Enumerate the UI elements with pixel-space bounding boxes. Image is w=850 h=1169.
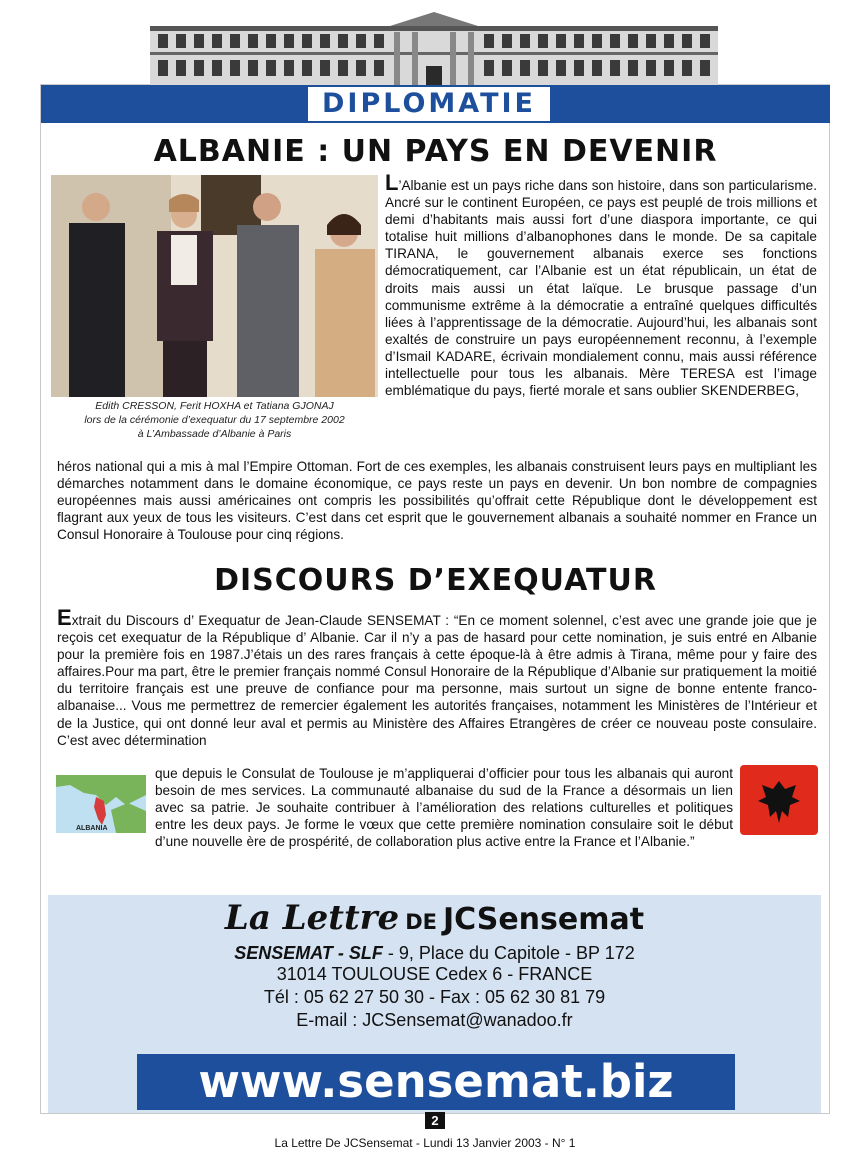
speech-title: DISCOURS D’EXEQUATUR — [214, 563, 657, 598]
caption-line: à L’Ambassade d’Albanie à Paris — [137, 428, 292, 440]
contact-phone-line: Tél : 05 62 27 50 30 - Fax : 05 62 30 81 79 — [263, 987, 606, 1007]
footer-text: La Lettre De JCSensemat - Lundi 13 Janvier 2003 - N° 1 — [274, 1136, 576, 1150]
contact-city-line: 31014 TOULOUSE Cedex 6 - FRANCE — [276, 964, 593, 984]
speech-text-continued: que depuis le Consulat de Toulouse je m’appliquerai d’officier pour tous les albanais qui auront besoin de mes services. La communauté albanaise du sud de la France a désormais un lien avec sa patrie. Je souhaite contribuer à l’amélioration des relations culturelles et politiques entre les deux pays. Je forme le vœux que cette première nomination consulaire soit le début d’une nouvelle ère de prospérité, de collaboration plus active entre la France et l’Albanie.” — [155, 766, 733, 850]
website-link[interactable]: www.sensemat.biz — [137, 1054, 735, 1110]
contact-email-line[interactable]: E-mail : JCSensemat@wanadoo.fr — [296, 1010, 573, 1030]
brand-script: La Lettre — [224, 898, 400, 938]
caption-line: lors de la cérémonie d’exequatur du 17 septembre 2002 — [84, 414, 345, 426]
newsletter-brand — [48, 896, 821, 940]
drop-cap: L — [385, 170, 399, 195]
caption-line: Edith CRESSON, Ferit HOXHA et Tatiana GJONAJ — [95, 400, 334, 412]
contact-address-line — [48, 942, 821, 964]
brand-de: DE — [405, 910, 437, 934]
address-text: - 9, Place du Capitole - BP 172 — [382, 943, 635, 963]
brand-name: JCSensemat — [442, 902, 645, 937]
speech-text-start: xtrait du Discours d’ Exequatur de Jean-Claude SENSEMAT : “En ce moment solennel, c’est avec une grande joie que je reçois cet exequatur de la République d’ Albanie. Car il n’y a pas de hasard pour cette nomination, je suis entré en Albanie pour la première fois en 1987.J’étais un des rares français à cette époque-là à être admis à Tirana, même pour y faire des affaires.Pour ma part, être le premier français nommé Consul Honoraire de la République d’Albanie sur pratiquement la moitié du territoire français est une preuve de confiance pour ma personne, mais surtout un signe de bonne entente franco-albanaise... Vous me permettrez de remercier également les autorités françaises, notamment les Ministères de l’Intérieur et de la Justice, qui ont donné leur aval et permis au Ministère des Affaires Etrangères de créer ce nouveau poste consulaire. C’est avec détermination — [57, 613, 817, 748]
article-body-text: héros national qui a mis à mal l’Empire Ottoman. Fort de ces exemples, les albanais construisent leurs pays en multipliant les démarches notamment dans le domaine économique, ce pays reste un pays en devenir. Un bon nombre de compagnies européennes mais aussi américaines ont compris les possibilités qu’offrait cette République dont le développement est flagrant aux yeux de tous les visiteurs. C’est dans cet esprit que le gouvernement albanais a souhaité nommer en France un Consul Honoraire à Toulouse pour cinq régions. — [57, 459, 817, 543]
article-intro-text: ’Albanie est un pays riche dans son histoire, dans son particularisme. Ancré sur le continent Européen, ce pays est peuplé de trois millions et demi d’habitants mais aussi fort d’une diaspora importante, ce qui totalise huit millions d’albanophones dans le monde. De sa capitale TIRANA, le gouvernement albanais exerce ses fonctions démocratiquement, car l’Albanie est un état républicain, un état de droits mais aussi un état laïque. Le brusque passage d’un communisme extrême à la démocratie a entraîné quelques difficultés liées à l’apprentissage de la démocratie. Aujourd’hui, les albanais sont exaltés de construire un pays européennement reconnu, à l’exemple d’Ismail KADARE, écrivain mondialement connu, mais aussi référence intellectuelle pour tous les albanais. Mère TERESA est l’image emblématique du pays, fierté morale et sans oublier SKENDERBEG, — [385, 178, 817, 399]
albania-map-image — [56, 775, 146, 833]
speech-text — [57, 605, 817, 749]
article-title: ALBANIE : UN PAYS EN DEVENIR — [153, 134, 718, 169]
page-number: 2 — [425, 1112, 445, 1129]
ceremony-photo — [51, 175, 378, 397]
photo-caption — [51, 399, 378, 441]
capitole-building-image — [150, 12, 718, 86]
map-label: ALBANIA — [76, 825, 108, 832]
company-name: SENSEMAT - SLF — [234, 943, 383, 963]
drop-cap: E — [57, 605, 72, 630]
section-label: DIPLOMATIE — [308, 87, 550, 121]
article-intro-column — [385, 170, 817, 399]
albania-flag-image — [740, 765, 818, 835]
